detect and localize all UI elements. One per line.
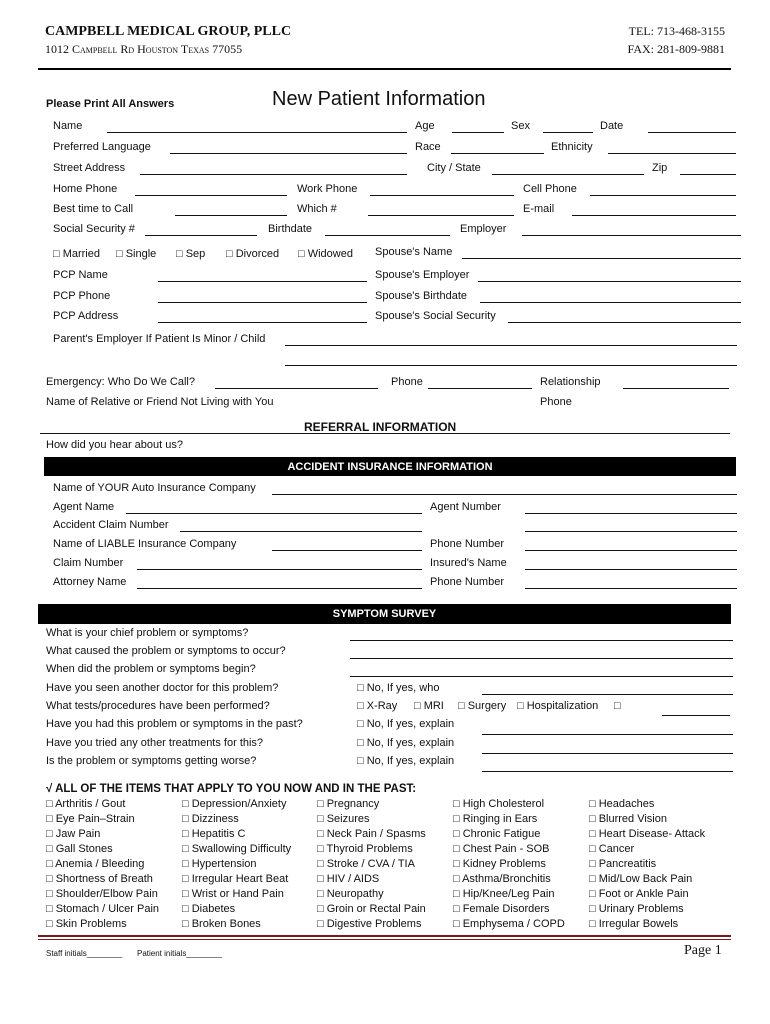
field-pcp-address[interactable] [158,322,367,323]
checkbox-q8-no[interactable]: □ No, If yes, explain [357,755,455,767]
field-street[interactable] [140,174,407,175]
checkbox-single[interactable]: □ Single [116,248,157,260]
label-emergency: Emergency: Who Do We Call? [46,376,195,388]
field-q8[interactable] [482,771,733,772]
field-agent-number[interactable] [525,513,737,514]
field-zip[interactable] [680,174,736,175]
field-cell-phone[interactable] [590,195,736,196]
field-q2[interactable] [350,658,733,659]
company-address: 1012 Campbell Rd Houston Texas 77055 [45,42,243,56]
checkbox-q6-no[interactable]: □ No, If yes, explain [357,718,455,730]
field-agent-name[interactable] [126,513,422,514]
condition-checkbox[interactable]: □ Chronic Fatigue [453,828,541,840]
condition-checkbox[interactable]: □ Pancreatitis [589,858,657,870]
accident-heading [44,457,736,476]
label-work-phone: Work Phone [297,183,358,195]
page-number: Page 1 [684,943,722,958]
label-spouse-birthdate: Spouse's Birthdate [375,290,467,302]
label-spouse-employer: Spouse's Employer [375,269,470,281]
condition-checkbox[interactable]: □ Hepatitis C [182,828,246,840]
field-work-phone[interactable] [370,195,514,196]
accident-heading-text: ACCIDENT INSURANCE INFORMATION [287,461,493,473]
field-auto-company[interactable] [272,494,737,495]
checkbox-hospitalization[interactable]: □ Hospitalization [517,700,599,712]
condition-checkbox[interactable]: □ Heart Disease- Attack [589,828,706,840]
field-q7[interactable] [482,753,733,754]
conditions-divider-thin [38,939,731,940]
field-emergency-phone[interactable] [428,388,532,389]
label-spouse-ssn: Spouse's Social Security [375,310,496,322]
label-pcp-name: PCP Name [53,269,108,281]
field-spouse-birthdate[interactable] [480,302,741,303]
label-insured-name: Insured's Name [430,557,507,569]
field-which[interactable] [368,215,514,216]
checkbox-separated[interactable]: □ Sep [176,248,206,260]
condition-checkbox[interactable]: □ Hypertension [182,858,257,870]
condition-checkbox[interactable]: □ Foot or Ankle Pain [589,888,689,900]
field-q1[interactable] [350,640,733,641]
label-agent-number: Agent Number [430,501,501,513]
label-date: Date [600,120,624,132]
checkbox-mri[interactable]: □ MRI [414,700,444,712]
field-spouse-name[interactable] [462,258,741,259]
label-q5: What tests/procedures have been performed? [46,700,270,712]
condition-checkbox[interactable]: □ Neck Pain / Spasms [317,828,426,840]
label-q2: What caused the problem or symptoms to occur? [46,645,286,657]
label-emergency-phone: Phone [391,376,423,388]
condition-checkbox[interactable]: □ Irregular Heart Beat [182,873,289,885]
print-instruction: Please Print All Answers [46,98,175,110]
field-q3[interactable] [350,676,733,677]
label-q3: When did the problem or symptoms begin? [46,663,256,675]
condition-checkbox[interactable]: □ Anemia / Bleeding [46,858,145,870]
checkbox-q7-no[interactable]: □ No, If yes, explain [357,737,455,749]
label-relationship: Relationship [540,376,601,388]
field-emergency[interactable] [215,388,378,389]
condition-checkbox[interactable]: □ Emphysema / COPD [453,918,565,930]
field-home-phone[interactable] [135,195,287,196]
field-language[interactable] [170,153,407,154]
field-claim-number[interactable] [137,569,422,570]
checkbox-surgery[interactable]: □ Surgery [458,700,507,712]
condition-checkbox[interactable]: □ Gall Stones [46,843,113,855]
label-zip: Zip [652,162,668,174]
checkbox-xray[interactable]: □ X-Ray [357,700,398,712]
label-relative-phone: Phone [540,396,572,408]
condition-checkbox[interactable]: □ High Cholesterol [453,798,545,810]
condition-checkbox[interactable]: □ Blurred Vision [589,813,667,825]
condition-checkbox[interactable]: □ Shortness of Breath [46,873,153,885]
condition-checkbox[interactable]: □ Groin or Rectal Pain [317,903,426,915]
field-name[interactable] [107,132,407,133]
field-spouse-employer[interactable] [478,281,741,282]
label-language: Preferred Language [53,141,151,153]
header-divider [38,68,731,70]
label-q7: Have you tried any other treatments for this? [46,737,264,749]
label-claim-number: Claim Number [53,557,124,569]
condition-checkbox[interactable]: □ Female Disorders [453,903,550,915]
label-auto-company: Name of YOUR Auto Insurance Company [53,482,256,494]
field-city-state[interactable] [492,174,644,175]
label-race: Race [415,141,441,153]
label-cell-phone: Cell Phone [523,183,577,195]
condition-checkbox[interactable]: □ Shoulder/Elbow Pain [46,888,158,900]
company-fax: FAX: 281-809-9881 [627,42,725,56]
field-attorney[interactable] [137,588,422,589]
condition-checkbox[interactable]: □ Jaw Pain [46,828,101,840]
field-accident-claim-right[interactable] [525,531,737,532]
field-age[interactable] [452,132,504,133]
field-pcp-phone[interactable] [158,302,367,303]
field-q6[interactable] [482,734,733,735]
field-email[interactable] [572,215,736,216]
condition-checkbox[interactable]: □ Neuropathy [317,888,384,900]
checkbox-married[interactable]: □ Married [53,248,100,260]
condition-checkbox[interactable]: □ Dizziness [182,813,239,825]
page-title: New Patient Information [272,88,486,110]
condition-checkbox[interactable]: □ Depression/Anxiety [182,798,287,810]
field-spouse-ssn[interactable] [508,322,741,323]
company-tel: TEL: 713-468-3155 [628,24,725,38]
field-birthdate[interactable] [325,235,450,236]
label-spouse-name: Spouse's Name [375,246,453,258]
conditions-heading: √ ALL OF THE ITEMS THAT APPLY TO YOU NOW AND IN THE PAST: [46,783,417,795]
label-pcp-phone: PCP Phone [53,290,111,302]
label-city-state: City / State [427,162,481,174]
label-best-time: Best time to Call [53,203,134,215]
condition-checkbox[interactable]: □ Thyroid Problems [317,843,413,855]
condition-checkbox[interactable]: □ Stroke / CVA / TIA [317,858,415,870]
label-birthdate: Birthdate [268,223,313,235]
label-referral-question: How did you hear about us? [46,439,183,451]
field-date[interactable] [648,132,736,133]
label-home-phone: Home Phone [53,183,118,195]
label-agent-name: Agent Name [53,501,115,513]
checkbox-q4-no[interactable]: □ No, If yes, who [357,682,440,694]
label-liable-company: Name of LIABLE Insurance Company [53,538,237,550]
label-pcp-address: PCP Address [53,310,119,322]
label-age: Age [415,120,435,132]
label-relative: Name of Relative or Friend Not Living with You [46,396,274,408]
condition-checkbox[interactable]: □ Swallowing Difficulty [182,843,292,855]
condition-checkbox[interactable]: □ Chest Pain - SOB [453,843,550,855]
label-attorney: Attorney Name [53,576,127,588]
symptom-heading [38,604,731,624]
field-insured-name[interactable] [525,569,737,570]
field-sex[interactable] [543,132,593,133]
checkbox-widowed[interactable]: □ Widowed [298,248,353,260]
referral-heading: REFERRAL INFORMATION [304,420,457,434]
checkbox-divorced[interactable]: □ Divorced [226,248,280,260]
label-ssn: Social Security # [53,223,135,235]
condition-checkbox[interactable]: □ Skin Problems [46,918,127,930]
field-best-time[interactable] [175,215,287,216]
field-attorney-phone[interactable] [525,588,737,589]
condition-checkbox[interactable]: □ Hip/Knee/Leg Pain [453,888,555,900]
condition-checkbox[interactable]: □ Asthma/Bronchitis [453,873,551,885]
checkbox-other-test[interactable]: □ [614,700,621,712]
label-employer: Employer [460,223,507,235]
condition-checkbox[interactable]: □ Stomach / Ulcer Pain [46,903,160,915]
condition-checkbox[interactable]: □ Urinary Problems [589,903,684,915]
label-parent-employer: Parent's Employer If Patient Is Minor / Child [53,333,266,345]
referral-heading-underline [40,433,730,434]
field-ssn[interactable] [145,235,257,236]
label-which: Which # [297,203,337,215]
condition-checkbox[interactable]: □ Eye Pain–Strain [46,813,135,825]
label-street: Street Address [53,162,126,174]
label-attorney-phone: Phone Number [430,576,504,588]
field-relationship[interactable] [623,388,729,389]
condition-checkbox[interactable]: □ Broken Bones [182,918,261,930]
condition-checkbox[interactable]: □ Mid/Low Back Pain [589,873,693,885]
label-accident-claim: Accident Claim Number [53,519,169,531]
field-liable-company[interactable] [272,550,422,551]
field-parent-employer-2[interactable] [285,365,737,366]
condition-checkbox[interactable]: □ Pregnancy [317,798,380,810]
label-q6: Have you had this problem or symptoms in the past? [46,718,303,730]
patient-initials: Patient initials________ [137,949,222,958]
label-name: Name [53,120,83,132]
label-email: E-mail [523,203,555,215]
condition-checkbox[interactable]: □ HIV / AIDS [317,873,380,885]
field-q5[interactable] [662,715,730,716]
field-q4[interactable] [482,694,733,695]
condition-checkbox[interactable]: □ Cancer [589,843,635,855]
condition-checkbox[interactable]: □ Kidney Problems [453,858,546,870]
condition-checkbox[interactable]: □ Digestive Problems [317,918,422,930]
label-sex: Sex [511,120,530,132]
field-employer[interactable] [522,235,741,236]
condition-checkbox[interactable]: □ Headaches [589,798,655,810]
company-name: CAMPBELL MEDICAL GROUP, PLLC [45,24,292,39]
label-liable-phone: Phone Number [430,538,504,550]
condition-checkbox[interactable]: □ Wrist or Hand Pain [182,888,284,900]
label-ethnicity: Ethnicity [551,141,593,153]
label-q8: Is the problem or symptoms getting worse? [46,755,257,767]
staff-initials: Staff initials________ [46,949,123,958]
field-parent-employer-1[interactable] [285,345,737,346]
symptom-heading-text: SYMPTOM SURVEY [332,608,437,620]
label-q4: Have you seen another doctor for this problem? [46,682,279,694]
conditions-divider [38,935,731,937]
condition-checkbox[interactable]: □ Irregular Bowels [589,918,679,930]
field-pcp-name[interactable] [158,281,367,282]
condition-checkbox[interactable]: □ Seizures [317,813,370,825]
field-race[interactable] [451,153,544,154]
field-liable-phone[interactable] [525,550,737,551]
condition-checkbox[interactable]: □ Diabetes [182,903,236,915]
field-ethnicity[interactable] [608,153,736,154]
label-q1: What is your chief problem or symptoms? [46,627,249,639]
condition-checkbox[interactable]: □ Arthritis / Gout [46,798,126,810]
field-accident-claim[interactable] [180,531,422,532]
condition-checkbox[interactable]: □ Ringing in Ears [453,813,538,825]
